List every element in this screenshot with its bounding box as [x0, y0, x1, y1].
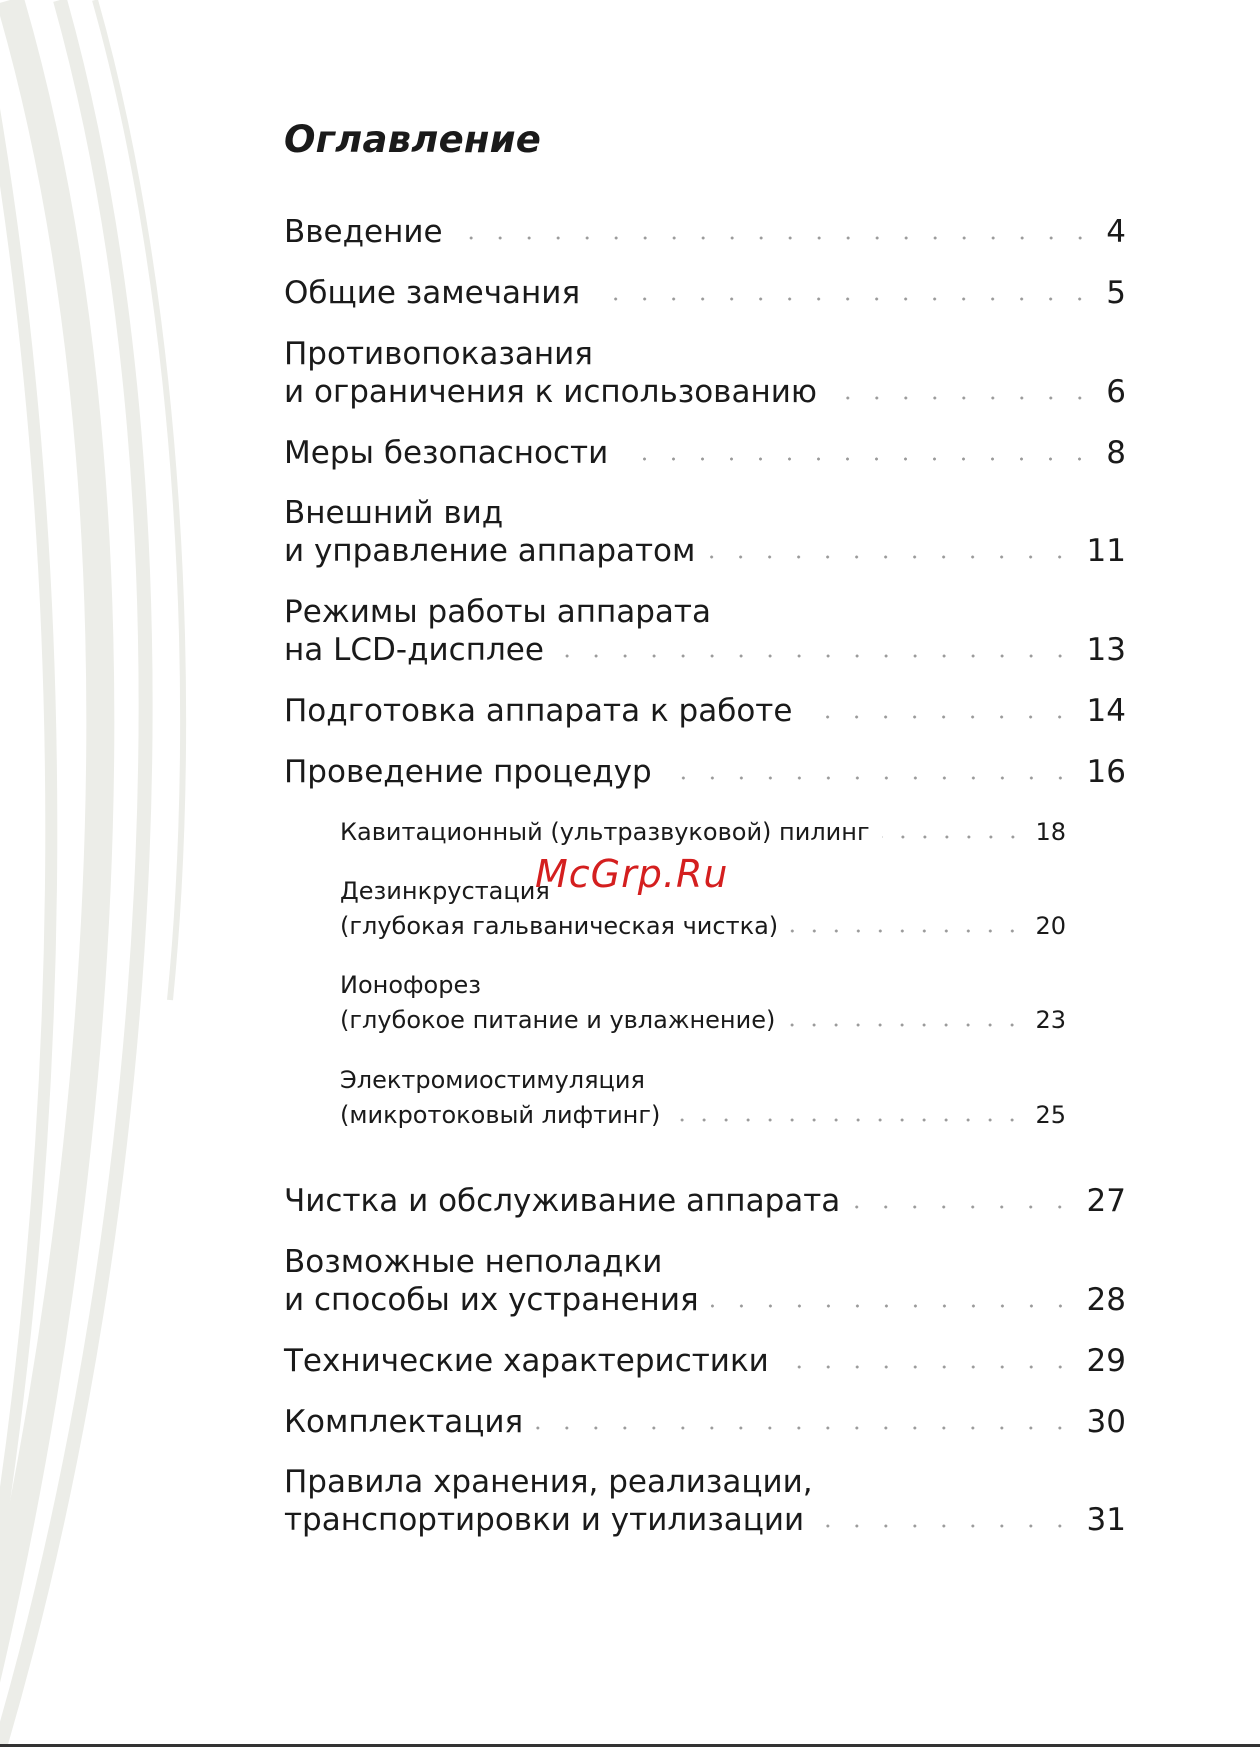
toc-page-number: 16: [1086, 754, 1126, 790]
toc-entry-label: Электромиостимуляция: [340, 1066, 645, 1094]
toc-entry-label: Внешний вид: [284, 495, 504, 531]
page-title: Оглавление: [284, 118, 542, 161]
toc-entry-label: Дезинкрустация: [340, 877, 550, 905]
dot-leader: [852, 1205, 1074, 1209]
toc-page-number: 31: [1086, 1502, 1126, 1538]
toc-page-number: 29: [1086, 1343, 1126, 1379]
toc-entry-label: Технические характеристики: [284, 1343, 769, 1379]
toc-entry-label: Кавитационный (ультразвуковой) пилинг: [340, 818, 870, 846]
toc-page-number: 25: [1035, 1101, 1066, 1129]
toc-entry-label: Чистка и обслуживание аппарата: [284, 1183, 841, 1219]
toc-page-number: 6: [1106, 374, 1126, 410]
toc-page-number: 13: [1086, 632, 1126, 668]
toc-entry-intro[interactable]: [284, 213, 1126, 251]
toc-entry-troubleshooting[interactable]: [284, 1243, 1126, 1319]
toc-entry-preparation[interactable]: [284, 692, 1126, 730]
toc-entry-label: Режимы работы аппарата: [284, 594, 711, 630]
toc-entry-label: Общие замечания: [284, 275, 581, 311]
watermark-text: McGrp.Ru: [535, 852, 729, 896]
toc-subentry-peeling[interactable]: [340, 815, 1066, 850]
toc-page-number: 30: [1086, 1404, 1126, 1440]
dot-leader: [672, 1118, 1023, 1122]
toc-subentry-iontophoresis[interactable]: [340, 968, 1066, 1038]
dot-leader: [664, 776, 1075, 780]
toc-entry-label-continued: на LCD-дисплее: [284, 632, 544, 668]
dot-leader: [707, 555, 1074, 559]
toc-entry-procedures[interactable]: [284, 753, 1126, 791]
toc-entry-label: Проведение процедур: [284, 754, 652, 790]
dot-leader: [556, 654, 1075, 658]
toc-entry-package[interactable]: [284, 1403, 1126, 1441]
dot-leader: [787, 1023, 1023, 1027]
toc-entry-safety[interactable]: [284, 434, 1126, 472]
toc-page-number: 11: [1086, 533, 1126, 569]
toc-entry-label: Комплектация: [284, 1404, 524, 1440]
toc-page-number: 8: [1106, 435, 1126, 471]
toc-page-number: 4: [1106, 214, 1126, 250]
toc-entry-label: Введение: [284, 214, 443, 250]
toc-entry-label-continued: (глубокая гальваническая чистка): [340, 912, 779, 940]
dot-leader: [455, 236, 1095, 240]
dot-leader: [620, 457, 1094, 461]
toc-page-number: 28: [1086, 1282, 1126, 1318]
toc-entry-label: Противопоказания: [284, 336, 593, 372]
toc-entry-modes[interactable]: [284, 593, 1126, 669]
toc-entry-label-continued: транспортировки и утилизации: [284, 1502, 805, 1538]
toc-entry-cleaning[interactable]: [284, 1182, 1126, 1220]
toc-entry-label: Подготовка аппарата к работе: [284, 693, 793, 729]
dot-leader: [882, 835, 1024, 839]
toc-entry-appearance[interactable]: [284, 494, 1126, 570]
dot-leader: [816, 1524, 1074, 1528]
dot-leader: [535, 1426, 1074, 1430]
dot-leader: [711, 1304, 1075, 1308]
toc-entry-general-notes[interactable]: [284, 274, 1126, 312]
toc-page-number: 20: [1035, 912, 1066, 940]
toc-entry-label: Ионофорез: [340, 971, 481, 999]
dot-leader: [781, 1365, 1075, 1369]
toc-entry-label-continued: (глубокое питание и увлажнение): [340, 1006, 776, 1034]
toc-entry-label-continued: и способы их устранения: [284, 1282, 699, 1318]
toc-entry-label: Правила хранения, реализации,: [284, 1464, 813, 1500]
toc-entry-label: Меры безопасности: [284, 435, 609, 471]
toc-page-number: 27: [1086, 1183, 1126, 1219]
toc-page-number: 23: [1035, 1006, 1066, 1034]
dot-leader: [790, 929, 1023, 933]
toc-entry-specifications[interactable]: [284, 1342, 1126, 1380]
toc-entry-storage[interactable]: [284, 1463, 1126, 1539]
toc-entry-label-continued: (микротоковый лифтинг): [340, 1101, 661, 1129]
dot-leader: [804, 715, 1074, 719]
toc-entry-label: Возможные неполадки: [284, 1244, 663, 1280]
toc-page-number: 14: [1086, 693, 1126, 729]
toc-entry-contraindications[interactable]: [284, 335, 1126, 411]
toc-entry-label-continued: и управление аппаратом: [284, 533, 696, 569]
toc-page-number: 18: [1035, 818, 1066, 846]
toc-entry-label-continued: и ограничения к использованию: [284, 374, 817, 410]
toc-subentry-myostimulation[interactable]: [340, 1063, 1066, 1133]
toc-page-number: 5: [1106, 275, 1126, 311]
dot-leader: [829, 396, 1094, 400]
dot-leader: [592, 297, 1094, 301]
